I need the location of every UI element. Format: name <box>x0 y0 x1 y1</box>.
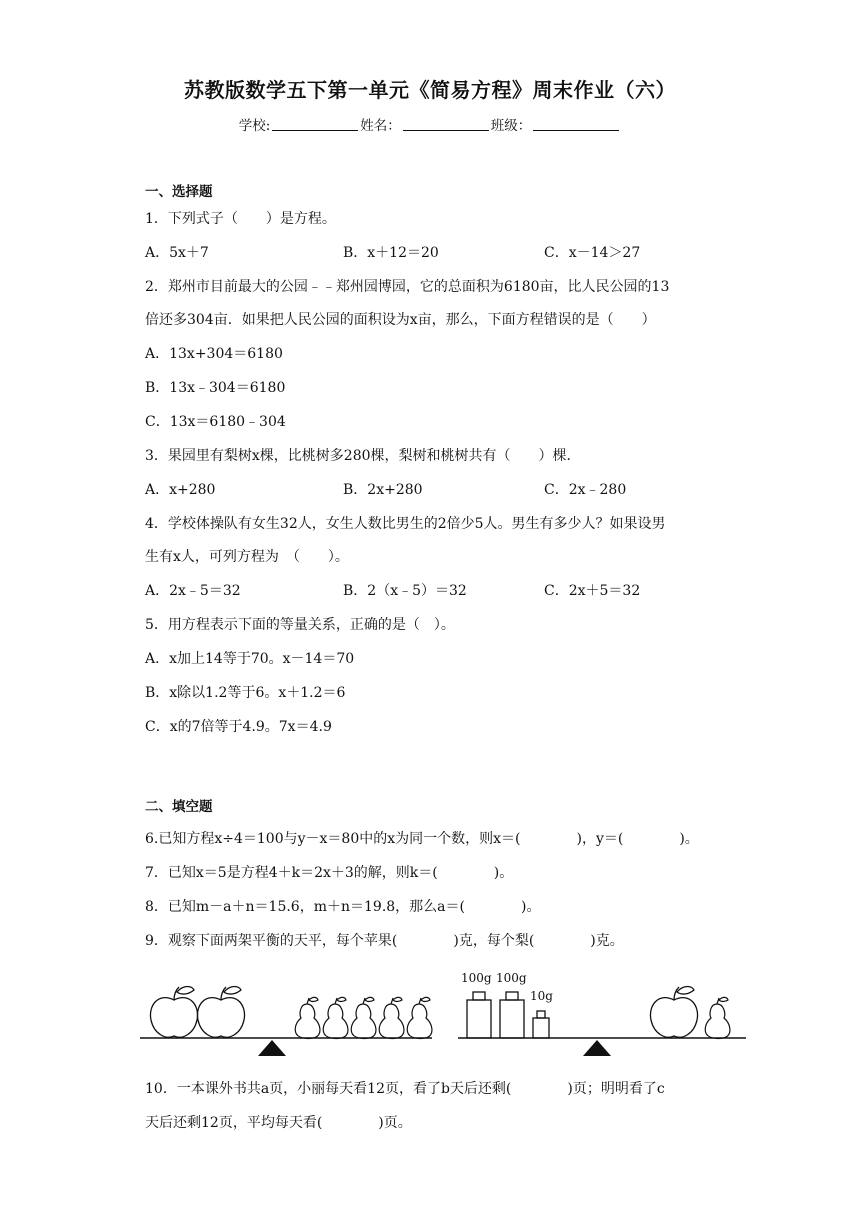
apple-icon <box>150 987 197 1038</box>
question-9: 9．观察下面两架平衡的天平，每个苹果( )克，每个梨( )克。 <box>145 933 624 949</box>
apple-icon <box>197 987 244 1038</box>
section-heading-fill: 二、填空题 <box>145 799 213 815</box>
question-2-line-1: 2．郑州市目前最大的公园﹣﹣郑州园博园，它的总面积为6180亩，比人民公园的13 <box>145 279 670 295</box>
left-balance <box>140 987 432 1057</box>
question-1: 1．下列式子（ ）是方程。 <box>145 211 336 227</box>
student-info <box>0 114 860 134</box>
q1-option-c: C．x－14＞27 <box>544 245 641 261</box>
class-blank[interactable] <box>533 116 619 131</box>
class-label: 班级： <box>490 118 532 134</box>
fulcrum-right-icon <box>583 1040 611 1056</box>
pear-icon <box>379 997 404 1038</box>
pear-icon <box>295 997 320 1038</box>
question-5: 5．用方程表示下面的等量关系，正确的是（ ）。 <box>145 617 455 633</box>
q5-option-a: A．x加上14等于70。x－14＝70 <box>145 651 355 667</box>
weight-100g-icon <box>467 992 491 1038</box>
pear-icon <box>407 997 432 1038</box>
question-10-line-1: 10．一本课外书共a页，小丽每天看12页，看了b天后还剩( )页；明明看了c <box>145 1081 665 1097</box>
weight-label-3: 10g <box>530 989 553 1003</box>
question-4-line-2: 生有x人，可列方程为 （ ）。 <box>145 549 349 565</box>
q4-option-c: C．2x＋5＝32 <box>544 583 641 599</box>
question-4-line-1: 4．学校体操队有女生32人，女生人数比男生的2倍少5人。男生有多少人？如果设男 <box>145 516 666 532</box>
weight-label-2: 100g <box>496 971 527 985</box>
question-3: 3．果园里有梨树x棵，比桃树多280棵，梨树和桃树共有（ ）棵． <box>145 448 581 464</box>
q3-option-c: C．2x﹣280 <box>544 482 627 498</box>
pear-icon <box>323 997 348 1038</box>
pear-icon <box>351 997 376 1038</box>
pear-icon <box>705 997 730 1038</box>
question-8: 8．已知m－a＋n＝15.6，m＋n＝19.8，那么a＝( )。 <box>145 899 541 915</box>
q5-option-c: C．x的7倍等于4.9。7x＝4.9 <box>145 719 332 735</box>
name-label: 姓名： <box>360 118 401 134</box>
q3-option-a: A．x+280 <box>145 482 216 498</box>
section-heading-choice: 一、选择题 <box>145 184 213 200</box>
q5-option-b: B．x除以1.2等于6。x＋1.2＝6 <box>145 685 346 701</box>
q2-option-b: B．13x﹣304＝6180 <box>145 380 286 396</box>
weight-100g-icon <box>500 992 524 1038</box>
fulcrum-left-icon <box>258 1040 286 1056</box>
school-label: 学校: <box>238 118 271 134</box>
q4-option-b: B．2（x﹣5）＝32 <box>343 583 467 599</box>
name-blank[interactable] <box>403 116 489 131</box>
q4-option-a: A．2x﹣5＝32 <box>145 583 241 599</box>
q1-option-b: B．x＋12＝20 <box>343 245 439 261</box>
apple-icon <box>650 987 697 1038</box>
weight-10g-icon <box>533 1011 549 1038</box>
q1-option-a: A．5x＋7 <box>145 245 209 261</box>
q2-option-a: A．13x+304＝6180 <box>145 346 283 362</box>
question-2-line-2: 倍还多304亩．如果把人民公园的面积设为x亩，那么，下面方程错误的是（ ） <box>145 312 656 328</box>
question-6: 6.已知方程x÷4＝100与y－x＝80中的x为同一个数，则x＝( )，y＝( )。 <box>145 831 699 847</box>
weight-label-1: 100g <box>461 971 492 985</box>
balance-scales-figure <box>140 960 750 1060</box>
q2-option-c: C．13x＝6180﹣304 <box>145 414 286 430</box>
right-balance <box>458 971 746 1056</box>
question-10-line-2: 天后还剩12页，平均每天看( )页。 <box>145 1115 412 1131</box>
page-title: 苏教版数学五下第一单元《简易方程》周末作业（六） <box>184 78 676 102</box>
question-7: 7．已知x＝5是方程4＋k＝2x＋3的解，则k＝( )。 <box>145 865 514 881</box>
school-blank[interactable] <box>272 116 358 131</box>
q3-option-b: B．2x+280 <box>343 482 423 498</box>
